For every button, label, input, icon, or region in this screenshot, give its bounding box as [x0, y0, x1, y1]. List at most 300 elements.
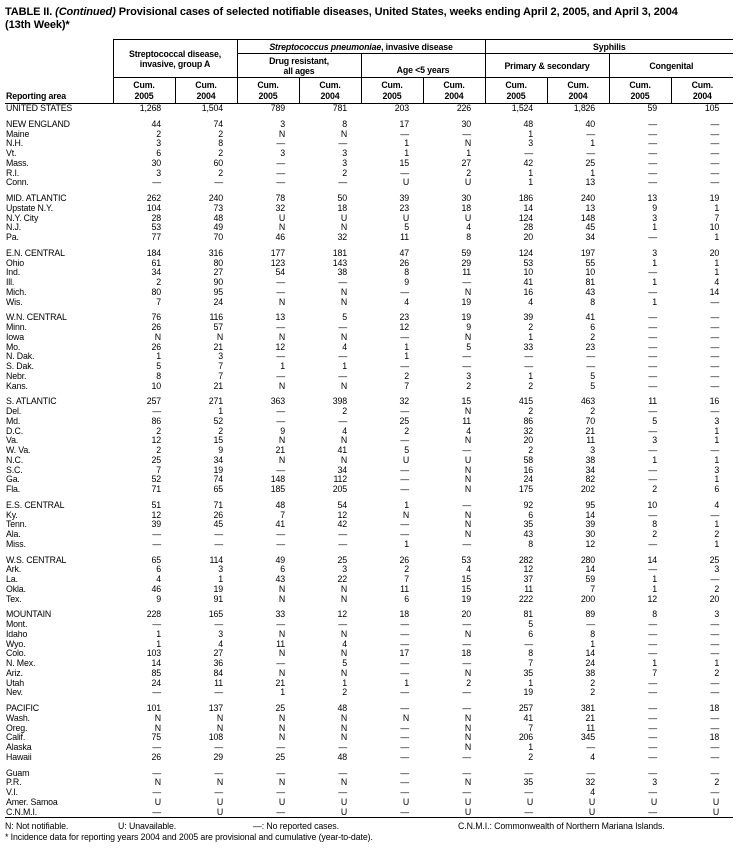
reporting-area-cell: Iowa	[6, 332, 24, 342]
table-row	[5, 259, 733, 269]
value-cell: 60	[213, 157, 224, 168]
value-cell: 92	[523, 499, 534, 510]
value-cell: —	[338, 767, 348, 778]
value-cell: —	[400, 167, 410, 178]
value-cell: 32	[585, 777, 596, 788]
value-cell: 11	[462, 415, 472, 426]
value-cell: U	[402, 212, 410, 223]
value-cell: 41	[585, 312, 596, 323]
value-cell: 7	[404, 380, 410, 391]
value-cell: N	[464, 464, 472, 475]
reporting-area-cell: Mass.	[6, 158, 29, 168]
value-cell: —	[338, 787, 348, 797]
col-group-age-under-5: Age <5 years	[361, 54, 485, 78]
value-cell: —	[648, 703, 658, 713]
footnotes	[5, 821, 733, 842]
value-cell: —	[710, 638, 720, 649]
value-cell: 3	[714, 464, 720, 475]
value-cell: 11	[276, 638, 286, 649]
value-cell: 363	[270, 396, 286, 407]
table-row	[5, 530, 733, 540]
value-cell: —	[710, 157, 720, 168]
value-cell: 33	[275, 609, 286, 620]
value-cell: 53	[523, 257, 534, 268]
value-cell: N	[464, 138, 472, 149]
value-cell: —	[648, 361, 658, 371]
value-cell: —	[338, 177, 348, 188]
value-cell: 24	[523, 474, 534, 485]
value-cell: —	[710, 628, 720, 639]
value-cell: —	[276, 167, 286, 178]
value-cell: 1	[714, 454, 720, 465]
value-cell: 3	[590, 445, 596, 455]
table-row	[5, 640, 733, 650]
value-cell: 7	[156, 464, 161, 475]
value-cell: U	[464, 806, 472, 817]
value-cell: N	[464, 722, 472, 733]
value-cell: —	[338, 619, 348, 629]
value-cell: 2	[528, 322, 534, 332]
value-cell: N	[402, 712, 410, 723]
value-cell: 26	[213, 509, 224, 520]
reporting-area-cell: Utah	[6, 678, 24, 688]
reporting-area-header: Reporting area	[5, 40, 113, 104]
value-cell: 202	[580, 484, 596, 494]
value-cell: U	[402, 454, 410, 465]
value-cell: 14	[151, 658, 161, 668]
strep-a-line1: Streptococcal disease,	[128, 48, 222, 59]
value-cell: —	[648, 351, 658, 362]
value-cell: N	[464, 519, 472, 530]
value-cell: —	[710, 767, 720, 778]
value-cell: 22	[337, 574, 348, 584]
value-cell: 26	[399, 257, 410, 268]
value-cell: N	[278, 583, 286, 594]
value-cell: 39	[151, 519, 161, 530]
value-cell: N	[216, 777, 224, 788]
value-cell: 116	[209, 312, 224, 323]
value-cell: 20	[461, 609, 472, 620]
value-cell: —	[214, 787, 224, 797]
value-cell: 34	[337, 464, 348, 475]
value-cell: —	[648, 767, 658, 778]
reporting-area-cell: C.N.M.I.	[6, 807, 38, 817]
value-cell: N	[340, 722, 348, 733]
reporting-area-cell: Nebr.	[6, 371, 27, 381]
table-row	[5, 352, 733, 362]
value-cell: —	[648, 148, 658, 158]
value-cell: 1	[466, 148, 472, 158]
value-cell: —	[586, 619, 596, 629]
value-cell: 42	[337, 519, 348, 530]
table-row	[5, 565, 733, 575]
value-cell: 4	[466, 425, 472, 436]
value-cell: 10	[647, 499, 658, 510]
value-cell: —	[338, 415, 348, 426]
value-cell: 271	[208, 396, 224, 407]
reporting-area-cell: N.Y. City	[6, 213, 39, 223]
value-cell: 8	[528, 538, 534, 549]
value-cell: 3	[342, 564, 348, 575]
value-cell: N	[402, 509, 410, 520]
value-cell: —	[648, 787, 658, 797]
value-cell: —	[648, 118, 658, 129]
value-cell: —	[648, 267, 658, 278]
value-cell: 25	[399, 415, 410, 426]
table-header	[5, 40, 733, 104]
table-row	[5, 159, 733, 169]
value-cell: N	[278, 222, 286, 233]
cum-header-row	[5, 78, 733, 104]
value-cell: —	[710, 648, 720, 659]
value-cell: —	[648, 628, 658, 639]
value-cell: 5	[652, 415, 658, 426]
column-header-cum-2005-4: Cum. 2005	[361, 78, 423, 104]
value-cell: 7	[156, 296, 161, 307]
value-cell: N	[464, 331, 472, 342]
value-cell: —	[710, 148, 720, 158]
value-cell: 21	[585, 712, 596, 723]
value-cell: 52	[213, 415, 224, 426]
table-row	[5, 169, 733, 179]
value-cell: 2	[714, 667, 720, 678]
value-cell: 41	[523, 712, 534, 723]
reporting-area-cell: Guam	[6, 768, 30, 778]
value-cell: 7	[652, 667, 658, 678]
value-cell: 24	[151, 677, 161, 688]
value-cell: 20	[709, 593, 720, 604]
value-cell: —	[276, 767, 286, 778]
value-cell: 5	[342, 312, 348, 323]
value-cell: —	[648, 722, 658, 733]
reporting-area-cell: Mont.	[6, 620, 28, 629]
value-cell: 3	[218, 564, 224, 575]
value-cell: N	[464, 742, 472, 752]
table-row-region	[5, 501, 733, 511]
reporting-area-cell: N.C.	[6, 455, 23, 465]
value-cell: —	[648, 286, 658, 297]
value-cell: 9	[280, 425, 286, 436]
value-cell: 29	[461, 257, 472, 268]
value-cell: 57	[213, 322, 224, 332]
value-cell: 2	[218, 425, 224, 436]
col-group-primary-secondary: Primary & secondary	[485, 54, 609, 78]
value-cell: 49	[275, 554, 286, 565]
reporting-area-cell: Ky.	[6, 510, 18, 520]
value-cell: 2	[466, 380, 472, 391]
table-row	[5, 372, 733, 382]
value-cell: 1	[404, 499, 410, 510]
value-cell: 10	[523, 267, 534, 278]
value-cell: 8	[404, 267, 410, 278]
value-cell: 2	[590, 677, 596, 688]
value-cell: 2	[714, 529, 720, 539]
value-cell: 4	[466, 564, 472, 575]
value-cell: —	[276, 787, 286, 797]
value-cell: 2	[404, 564, 410, 575]
reporting-area-cell: Mo.	[6, 342, 21, 352]
value-cell: 186	[518, 193, 534, 203]
value-cell: 47	[399, 247, 410, 258]
value-cell: 84	[213, 667, 224, 678]
value-cell: 3	[652, 212, 658, 223]
value-cell: 6	[590, 322, 596, 332]
reporting-area-cell: Oreg.	[6, 723, 28, 733]
value-cell: 197	[580, 247, 596, 258]
table-row-region	[5, 120, 733, 130]
value-cell: 143	[332, 257, 348, 268]
value-cell: —	[276, 322, 286, 332]
value-cell: 165	[208, 609, 224, 620]
value-cell: —	[400, 732, 410, 743]
reporting-area-cell: N. Mex.	[6, 659, 36, 668]
value-cell: 90	[213, 277, 224, 287]
value-cell: —	[214, 177, 224, 188]
value-cell: 1	[714, 519, 720, 530]
value-cell: 104	[146, 202, 161, 213]
value-cell: 3	[714, 564, 720, 575]
value-cell: 86	[151, 415, 161, 426]
value-cell: 91	[213, 593, 224, 604]
reporting-area-cell: NEW ENGLAND	[6, 119, 70, 129]
legend-no-reported-cases: —: No reported cases.	[253, 821, 339, 832]
value-cell: N	[278, 628, 286, 639]
value-cell: 4	[466, 222, 472, 233]
table-row	[5, 743, 733, 753]
value-cell: N	[464, 406, 472, 416]
value-cell: 415	[518, 396, 534, 407]
value-cell: —	[710, 406, 720, 416]
reporting-area-cell: S. Dak.	[6, 362, 34, 371]
column-header-cum-2005-6: Cum. 2005	[485, 78, 547, 104]
reporting-area-cell: E.N. CENTRAL	[6, 248, 65, 258]
value-cell: 19	[461, 593, 472, 604]
reporting-area-cell: Calif.	[6, 733, 26, 743]
value-cell: 12	[151, 509, 161, 520]
table-row	[5, 630, 733, 640]
value-cell: 3	[280, 118, 286, 129]
value-cell: 177	[270, 247, 286, 258]
value-cell: 18	[337, 202, 348, 213]
value-cell: —	[400, 128, 410, 139]
value-cell: U	[712, 796, 720, 807]
value-cell: —	[648, 167, 658, 178]
legend-unavailable: U: Unavailable.	[118, 821, 177, 832]
reporting-area-cell: Miss.	[6, 539, 26, 549]
value-cell: N	[340, 593, 348, 604]
value-cell: —	[648, 509, 658, 520]
value-cell: 1	[280, 687, 286, 698]
value-cell: 1	[652, 222, 658, 233]
value-cell: 14	[709, 286, 720, 297]
value-cell: —	[276, 464, 286, 475]
header-group-row	[5, 40, 733, 54]
reporting-area-cell: Conn.	[6, 178, 29, 188]
value-cell: —	[400, 519, 410, 530]
value-cell: —	[276, 177, 286, 188]
table-row	[5, 417, 733, 427]
value-cell: 8	[652, 519, 658, 530]
value-cell: 1	[528, 677, 534, 688]
value-cell: 114	[209, 554, 224, 565]
value-cell: 25	[151, 454, 161, 465]
value-cell: —	[276, 742, 286, 752]
value-cell: 4	[714, 277, 720, 287]
value-cell: —	[648, 648, 658, 659]
value-cell: —	[276, 351, 286, 362]
value-cell: U	[340, 806, 348, 817]
value-cell: 206	[518, 732, 534, 743]
value-cell: 38	[585, 667, 596, 678]
reporting-area-cell: Hawaii	[6, 752, 32, 762]
value-cell: N	[340, 712, 348, 723]
value-cell: 46	[275, 232, 286, 242]
value-cell: 40	[585, 118, 596, 129]
value-cell: —	[214, 767, 224, 778]
value-cell: 21	[213, 341, 224, 352]
value-cell: 41	[337, 445, 348, 455]
value-cell: 7	[590, 583, 596, 594]
value-cell: 9	[218, 445, 224, 455]
value-cell: 15	[461, 583, 472, 594]
value-cell: 7	[280, 509, 286, 520]
value-cell: —	[524, 767, 534, 778]
value-cell: U	[402, 796, 410, 807]
value-cell: 80	[151, 286, 161, 297]
value-cell: N	[216, 331, 224, 342]
value-cell: 15	[399, 157, 410, 168]
value-cell: 2	[218, 167, 224, 178]
value-cell: N	[278, 667, 286, 678]
value-cell: —	[710, 677, 720, 688]
value-cell: N	[464, 474, 472, 485]
value-cell: 26	[151, 322, 161, 332]
value-cell: 27	[461, 157, 472, 168]
value-cell: 2	[156, 128, 161, 139]
value-cell: 13	[585, 202, 596, 213]
value-cell: 101	[146, 703, 161, 713]
value-cell: 13	[585, 177, 596, 188]
value-cell: —	[648, 138, 658, 149]
value-cell: N	[340, 222, 348, 233]
value-cell: —	[462, 619, 472, 629]
value-cell: 8	[652, 609, 658, 620]
value-cell: 6	[156, 564, 161, 575]
value-cell: 30	[151, 157, 161, 168]
value-cell: 1	[528, 331, 534, 342]
reporting-area-cell: Ill.	[6, 278, 15, 287]
column-header-cum-2004-7: Cum. 2004	[547, 78, 609, 104]
table-row-territory	[5, 769, 733, 779]
value-cell: —	[400, 767, 410, 778]
value-cell: 19	[461, 296, 472, 307]
value-cell: 26	[151, 341, 161, 352]
value-cell: —	[648, 406, 658, 416]
value-cell: N	[278, 128, 286, 139]
col-group-strep-a	[113, 40, 237, 78]
reporting-area-cell: Del.	[6, 407, 22, 416]
value-cell: 5	[342, 658, 348, 668]
value-cell: 8	[466, 232, 472, 242]
value-cell: N	[340, 331, 348, 342]
value-cell: —	[648, 312, 658, 323]
value-cell: 103	[146, 648, 161, 659]
reporting-area-cell: W. Va.	[6, 446, 31, 455]
table-row	[5, 436, 733, 446]
value-cell: 13	[275, 312, 286, 323]
value-cell: 3	[156, 138, 161, 149]
value-cell: 59	[585, 574, 596, 584]
value-cell: 4	[404, 296, 410, 307]
value-cell: 15	[461, 574, 472, 584]
value-cell: 4	[342, 638, 348, 649]
value-cell: 148	[580, 212, 596, 223]
table-row	[5, 585, 733, 595]
value-cell: 95	[213, 286, 224, 297]
value-cell: 12	[523, 564, 534, 575]
value-cell: 2	[652, 484, 658, 494]
value-cell: —	[152, 529, 161, 539]
value-cell: 42	[523, 157, 534, 168]
reporting-area-cell: Kans.	[6, 381, 28, 391]
value-cell: 21	[275, 445, 286, 455]
value-cell: 3	[218, 628, 224, 639]
value-cell: —	[400, 806, 410, 817]
value-cell: U	[154, 796, 161, 807]
table-body	[5, 104, 733, 818]
value-cell: 11	[524, 583, 534, 594]
value-cell: —	[648, 751, 658, 762]
value-cell: —	[400, 777, 410, 788]
value-cell: 8	[590, 628, 596, 639]
table-row	[5, 724, 733, 734]
value-cell: 11	[400, 583, 410, 594]
value-cell: —	[152, 806, 161, 817]
table-row	[5, 268, 733, 278]
value-cell: 12	[337, 509, 348, 520]
value-cell: —	[586, 351, 596, 362]
table-row	[5, 427, 733, 437]
value-cell: 6	[280, 564, 286, 575]
value-cell: 51	[151, 499, 161, 510]
value-cell: 2	[156, 445, 161, 455]
value-cell: 48	[213, 212, 224, 223]
value-cell: 53	[151, 222, 161, 233]
table-row	[5, 511, 733, 521]
value-cell: N	[154, 777, 161, 788]
value-cell: 4	[156, 574, 161, 584]
value-cell: —	[276, 415, 286, 426]
table-row	[5, 688, 733, 698]
value-cell: 7	[218, 370, 224, 381]
value-cell: N	[340, 732, 348, 743]
value-cell: N	[340, 296, 348, 307]
value-cell: —	[276, 138, 286, 149]
value-cell: 17	[399, 118, 410, 129]
table-row	[5, 204, 733, 214]
value-cell: N	[278, 593, 286, 604]
table-row	[5, 407, 733, 417]
value-cell: 11	[586, 722, 596, 733]
value-cell: 25	[709, 554, 720, 565]
reporting-area-cell: Vt.	[6, 149, 17, 158]
table-row	[5, 278, 733, 288]
value-cell: —	[400, 484, 410, 494]
value-cell: 2	[714, 583, 720, 594]
value-cell: —	[400, 286, 410, 297]
value-cell: 7	[714, 212, 720, 223]
value-cell: 53	[461, 554, 472, 565]
